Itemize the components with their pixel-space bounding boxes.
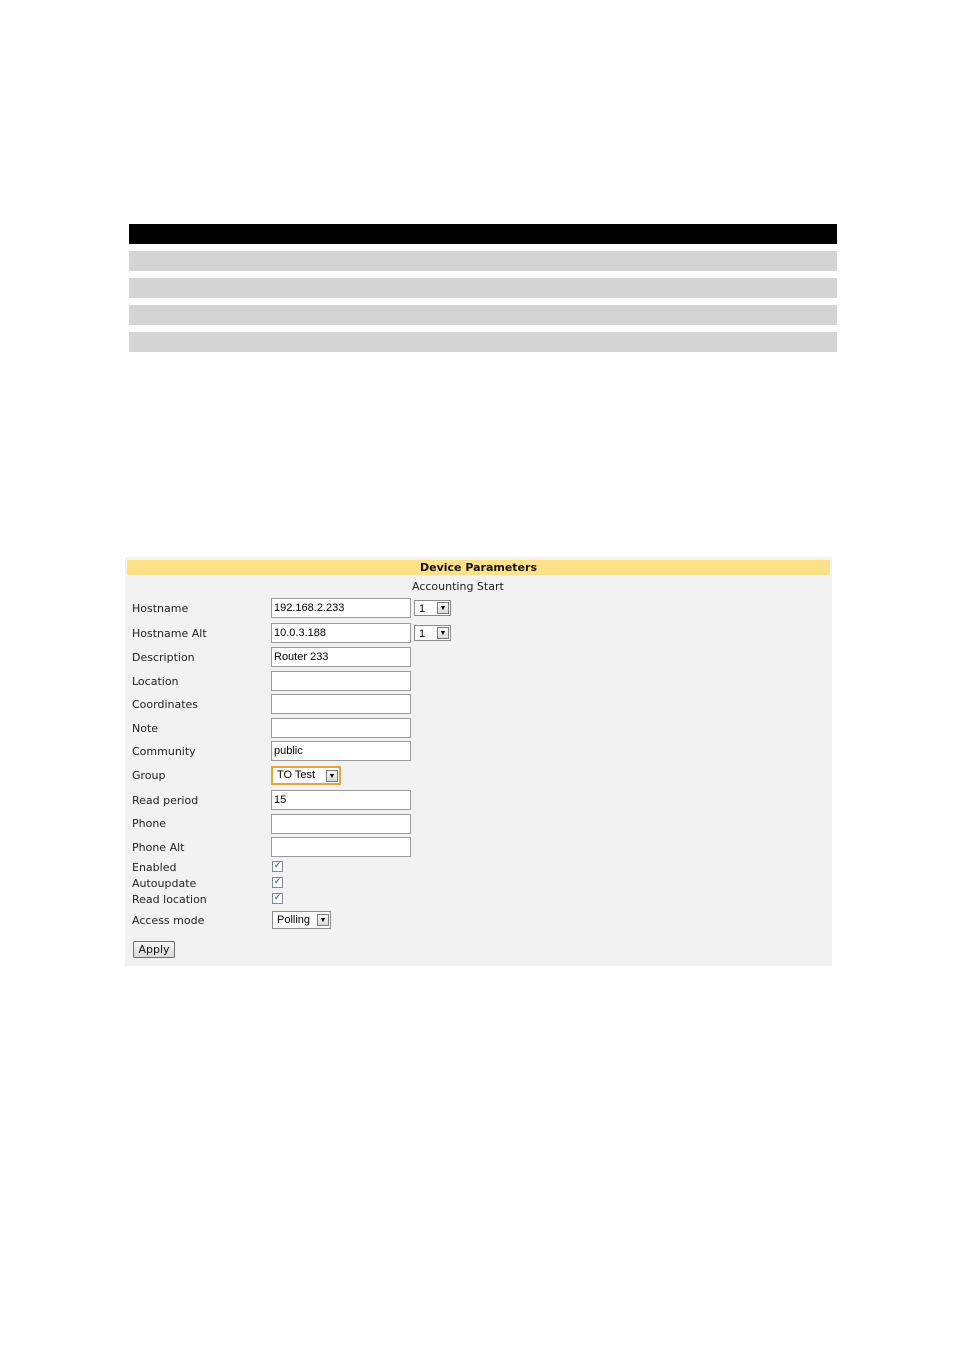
phone-label: Phone [132,817,167,830]
top-table-row [129,332,837,352]
autoupdate-checkbox[interactable] [272,877,283,888]
group-label: Group [132,769,166,782]
phone-input[interactable] [271,814,411,834]
hostname-accounting-value: 1 [419,603,426,615]
access-mode-select-value: Polling [277,914,311,926]
read-period-label: Read period [132,794,199,807]
hostname-alt-accounting-value: 1 [419,628,426,640]
note-label: Note [132,722,159,735]
description-label: Description [132,651,195,664]
device-parameters-panel [125,557,832,966]
apply-button[interactable]: Apply [133,941,175,958]
location-input[interactable] [271,671,411,691]
hostname-label: Hostname [132,602,189,615]
read-location-label: Read location [132,893,207,906]
enabled-checkbox[interactable] [272,861,283,872]
enabled-label: Enabled [132,861,177,874]
coordinates-label: Coordinates [132,698,199,711]
community-label: Community [132,745,196,758]
group-select-value: TO Test [277,769,316,781]
checkmark-icon: ✓ [273,893,282,903]
chevron-down-icon: ▼ [317,914,329,926]
top-table-header [129,224,837,244]
hostname-alt-input[interactable]: 10.0.3.188 [271,623,411,643]
hostname-alt-label: Hostname Alt [132,627,207,640]
location-label: Location [132,675,179,688]
accounting-start-label: Accounting Start [412,580,504,593]
coordinates-input[interactable] [271,694,411,714]
checkmark-icon: ✓ [273,861,282,871]
chevron-down-icon: ▼ [437,627,449,639]
top-table-row [129,251,837,271]
access-mode-label: Access mode [132,914,205,927]
phone-alt-label: Phone Alt [132,841,185,854]
phone-alt-input[interactable] [271,837,411,857]
hostname-accounting-select[interactable] [414,600,451,616]
chevron-down-icon: ▼ [326,770,338,782]
description-input[interactable]: Router 233 [271,647,411,667]
autoupdate-label: Autoupdate [132,877,197,890]
top-table-row [129,278,837,298]
top-table [129,224,837,352]
checkmark-icon: ✓ [273,877,282,887]
top-table-row [129,305,837,325]
chevron-down-icon: ▼ [437,602,449,614]
hostname-input[interactable]: 192.168.2.233 [271,598,411,618]
read-period-input[interactable]: 15 [271,790,411,810]
read-location-checkbox[interactable] [272,893,283,904]
community-input[interactable]: public [271,741,411,761]
panel-title: Device Parameters [127,560,830,575]
access-mode-select[interactable] [272,911,331,929]
note-input[interactable] [271,718,411,738]
group-select[interactable] [271,766,341,785]
hostname-alt-accounting-select[interactable] [414,625,451,641]
